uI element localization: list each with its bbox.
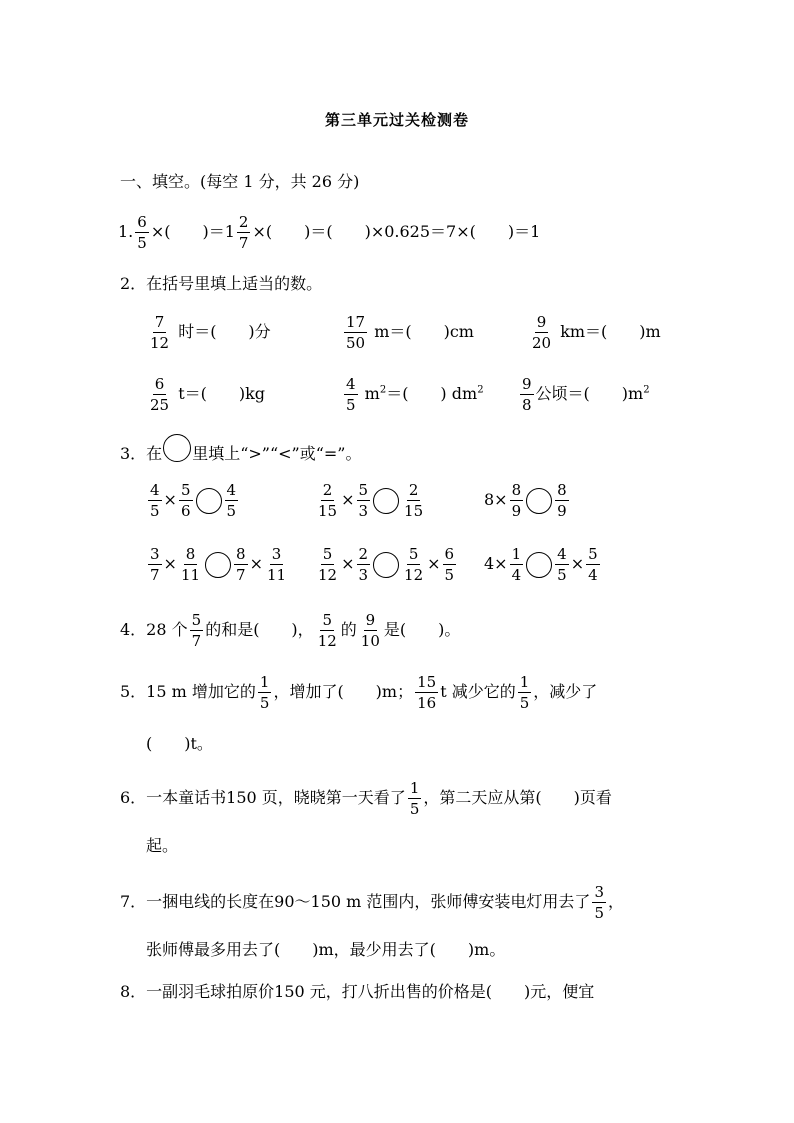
question-7: 7．一捆电线的长度在90～150 m 范围内，张师傅安装电灯用去了 $\frac{3}{5}$ ， (120, 883, 624, 922)
compare-circle-icon[interactable] (205, 552, 231, 578)
q1-text: ×( )＝1 (150, 222, 235, 241)
q3-item: $\frac{5}{12}$ × $\frac{2}{3}$ $\frac{5}{12}$ × $\frac{6}{5}$ (318, 545, 455, 584)
question-8: 8．一副羽毛球拍原价150 元，打八折出售的价格是( )元，便宜 (120, 982, 595, 1001)
q2-item: $\frac{4}{5}$ $m^2=$( ) $dm^2$ (346, 375, 484, 414)
compare-circle-icon[interactable] (526, 552, 552, 578)
question-7-line2: 张师傅最多用去了( )m，最少用去了( )m。 (146, 940, 506, 959)
question-1 (118, 214, 540, 251)
q3-item: 4× $\frac{1}{4}$ $\frac{4}{5}$ × $\frac{5}{4}$ (484, 545, 598, 584)
compare-circle-icon (163, 434, 191, 462)
q3-item: 8× $\frac{8}{9}$ $\frac{8}{9}$ (484, 481, 567, 520)
page-title: 第三单元过关检测卷 (324, 111, 469, 129)
compare-circle-icon[interactable] (373, 552, 399, 578)
fraction: $\frac{6}{5}$ (137, 213, 147, 252)
q1-text: ×( )＝( )×0.625＝7×( )＝1 (252, 222, 541, 241)
question-2: 2．在括号里填上适当的数。 (120, 274, 323, 293)
q3-item: $\frac{2}{15}$ × $\frac{5}{3}$ $\frac{2}{15}$ (318, 481, 424, 520)
q3-item: $\frac{3}{7}$ × $\frac{8}{11}$ $\frac{8}{7}$ × $\frac{3}{11}$ (150, 545, 287, 584)
q2-item: $\frac{9}{8}$ 公顷＝( )$m^2$ (522, 375, 650, 414)
compare-circle-icon[interactable] (526, 488, 552, 514)
question-6-line2: 起。 (146, 836, 179, 855)
q1-number: 1. (118, 222, 134, 241)
question-4: 4．28 个 $\frac{5}{7}$ 的和是( )， $\frac{5}{12}$ 的 $\frac{9}{10}$ 是( )。 (120, 611, 461, 650)
question-5: 5．15 m 增加它的 $\frac{1}{5}$ ，增加了( )m； $\frac{15}{16}$ t 减少它的 $\frac{1}{5}$ ，减少了 (120, 673, 598, 712)
question-6: 6．一本童话书150 页，晓晓第一天看了 $\frac{1}{5}$ ，第二天应从第( )页看 (120, 779, 612, 818)
q2-item: $\frac{7}{12}$ 时＝( )分 (150, 313, 271, 352)
q2-item: $\frac{6}{25}$ t＝( )kg (150, 375, 266, 414)
question-5-line2: ( )t。 (146, 734, 213, 753)
q2-item: $\frac{17}{50}$ m＝( )cm (346, 313, 474, 352)
q2-item: $\frac{9}{20}$ km＝( )m (532, 313, 661, 352)
fraction: $\frac{2}{7}$ (238, 213, 249, 252)
q3-item: $\frac{4}{5}$ × $\frac{5}{6}$ $\frac{4}{5}$ (150, 481, 237, 520)
section-heading: 一、填空。(每空 1 分，共 26 分) (120, 172, 360, 191)
compare-circle-icon[interactable] (373, 488, 399, 514)
question-3: 3．在 里填上“>”“<”或“=”。 (120, 444, 362, 464)
compare-circle-icon[interactable] (196, 488, 222, 514)
